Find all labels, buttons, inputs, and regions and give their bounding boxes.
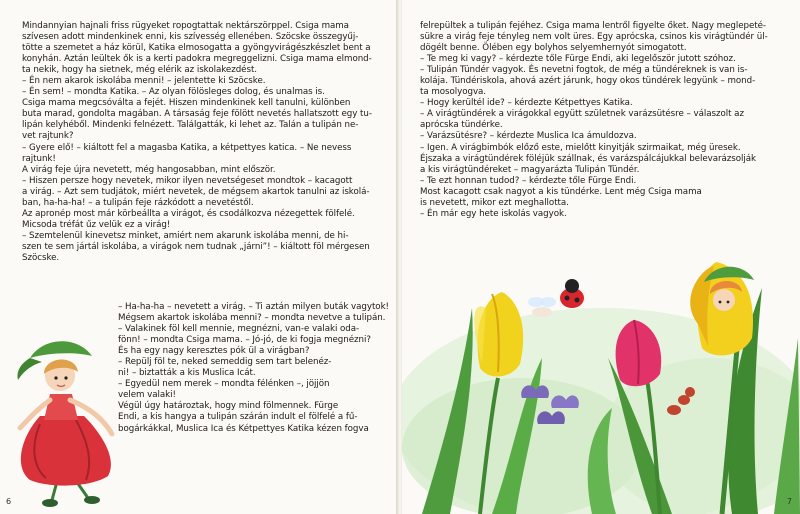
text-line: is nevetett, mikor ezt meghallotta. <box>420 197 569 208</box>
text-line: És ha egy nagy keresztes pók ül a virágban? <box>118 346 310 357</box>
text-line: Éjszaka a virágtündérek föléjük szállnak, és varázspálcájukkal belevarázsolják <box>420 153 757 164</box>
text-line: – Valakinek föl kell mennie, megnézni, van-e valaki oda- <box>118 324 360 335</box>
text-line: – Hiszen persze hogy nevetek, mikor ilyen nevetségeset mondtok – kacagott <box>22 175 353 186</box>
text-line: – A virágtündérek a virágokkal együtt születnek varázsütésre – válaszolt az <box>420 109 744 120</box>
text-line: A virág feje újra nevetett, még hangosabban, mint először. <box>22 164 276 175</box>
text-line: Endi, a kis hangya a tulipán szárán indult el fölfelé a fű- <box>118 412 358 423</box>
text-line: – Te meg ki vagy? – kérdezte tőle Fürge Endi, aki legelőször jutott szóhoz. <box>420 54 736 65</box>
text-line: fönn! – mondta Csiga mama. – Jó-jó, de ki fogja megnézni? <box>118 335 371 346</box>
text-line: – Én sem! – mondta Katika. – Az olyan fölösleges dolog, és unalmas is. <box>22 87 325 98</box>
text-line: tötte a szemetet a ház körül, Katika elmosogatta a gyöngyvirágészkészlet bent a <box>22 43 371 54</box>
text-line: – Én már egy hete iskolás vagyok. <box>420 208 567 219</box>
text-line: Mindannyian hajnali friss rügyeket ropogtattak nektárszörppel. Csiga mama <box>22 21 349 31</box>
text-line: ni! – biztatták a kis Muslica Icát. <box>118 368 256 379</box>
text-line: – Te ezt honnan tudod? – kérdezte tőle Fürge Endi. <box>420 175 637 186</box>
page-number-right: 7 <box>786 497 792 506</box>
text-line: rajtunk! <box>22 153 56 164</box>
text-line: vet rajtunk? <box>22 131 74 142</box>
text-line: a kis virágtündéreket – magyarázta Tulipán Tündér. <box>420 164 640 175</box>
text-line: lipán kelyhéből. Mindenki felnézett. Találgatták, ki lehet az. Talán a tulipán ne- <box>22 120 359 131</box>
text-line: ban, ha-ha-ha! – a tulipán feje rázkódott a nevetéstől. <box>22 197 254 208</box>
text-line: dögélt benne. Ölében egy bolyhos selyemhernyót simogatott. <box>420 43 687 54</box>
text-line: Csiga mama megcsóválta a fejét. Hiszen mindenkinek kell tanulni, különben <box>22 98 351 109</box>
text-line: bogárkákkal, Muslica Ica és Kétpettyes Katika kézen fogva <box>118 423 369 434</box>
text-line: Micsoda tréfát űz velük ez a virág! <box>22 219 171 230</box>
text-line: aprócska tündérke. <box>420 120 503 131</box>
text-line: – Ha-ha-ha – nevetett a virág. – Ti aztán milyen buták vagytok! <box>118 302 389 312</box>
text-line: velem valaki! <box>118 390 176 401</box>
text-line: szen te sem jártál iskolába, a virágok nem tudnak „járni”! – kiáltott föl mérgesen <box>22 241 370 252</box>
text-line: – Varázsütésre? – kérdezte Muslica Ica ámuldozva. <box>420 131 637 142</box>
left-page-text <box>22 21 396 264</box>
text-line: Mégsem akartok iskolába menni? – mondta nevetve a tulipán. <box>118 313 386 324</box>
text-line: ta nekik, hogy ha sietnek, még elérik az iskolakezdést. <box>22 65 258 76</box>
right-page-text <box>420 21 780 220</box>
text-line: – Hogy kerültél ide? – kérdezte Kétpettyes Katika. <box>420 98 633 109</box>
text-line: – Szemtelenül kinevetsz minket, amiért nem akarunk iskolába menni, de hi- <box>22 230 349 241</box>
left-page-lower-text <box>118 302 396 435</box>
tulip-scene-illustration <box>402 228 800 514</box>
text-line: ta mosolyogva. <box>420 87 487 98</box>
text-line: buta marad, gondolta magában. A társaság feje fölött nevetés hallatszott egy tu- <box>22 109 372 120</box>
text-line: – Gyere elő! – kiáltott fel a magasba Katika, a kétpettyes katica. – Ne nevess <box>22 142 352 153</box>
text-line: – Én nem akarok iskolába menni! – jelentette ki Szöcske. <box>22 76 266 87</box>
text-line: – Egyedül nem merek – mondta félénken –, jöjjön <box>118 379 330 390</box>
text-line: Végül úgy határoztak, hogy mind fölmennek. Fürge <box>118 401 339 412</box>
text-line: konyhán. Aztán leültek ők is a kerti padokra megreggelizni. Csiga mama elmond- <box>22 54 372 65</box>
page-number-left: 6 <box>6 497 12 506</box>
text-line: sükre a virág feje tényleg nem volt üres. Egy aprócska, csinos kis virágtündér ül- <box>420 32 768 43</box>
text-line: kolája. Tündériskola, ahová azért járunk, hogy okos tündérek legyünk – mond- <box>420 76 756 87</box>
text-line: szívesen adott mindenkinek enni, kis szívesség ellenében. Szöcske összegyűj- <box>22 32 359 43</box>
text-line: – Igen. A virágbimbók előző este, mielőtt kinyitják szirmaikat, még üresek. <box>420 142 741 153</box>
text-line: Az apronép most már körbeállta a virágot, és csodálkozva nézegettek fölfelé. <box>22 208 355 219</box>
text-line: a virág. – Azt sem tudjátok, miért nevetek, de mégsem akartok tanulni az iskolá- <box>22 186 370 197</box>
text-line: – Repülj föl te, neked semeddig sem tart belenéz- <box>118 357 332 368</box>
text-line: Szöcske. <box>22 252 60 263</box>
text-line: Most kacagott csak nagyot a kis tündérke. Lent még Csiga mama <box>420 186 702 197</box>
text-line: – Tulipán Tündér vagyok. És nevetni fogtok, de még a tündéreknek is van is- <box>420 65 748 76</box>
text-line: felrepültek a tulipán fejéhez. Csiga mama lentről figyelte őket. Nagy meglepeté- <box>420 21 766 31</box>
